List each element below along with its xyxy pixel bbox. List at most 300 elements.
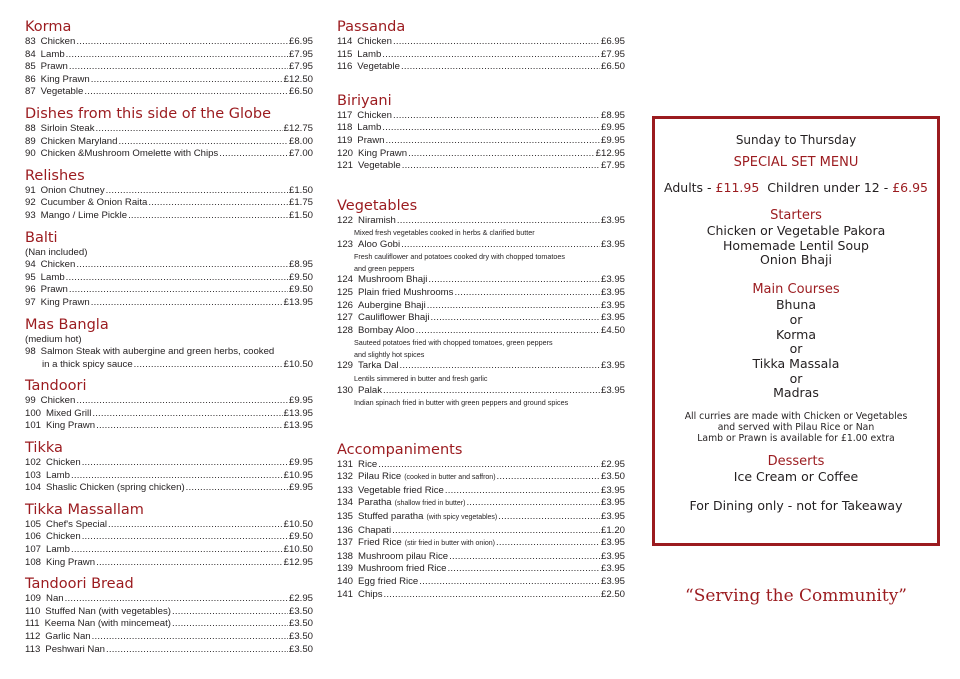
item-name: Nan bbox=[46, 593, 64, 605]
menu-item bbox=[25, 618, 313, 631]
item-name: Chicken bbox=[40, 36, 76, 47]
item-price: £7.95 bbox=[288, 61, 313, 73]
item-number: 84 bbox=[25, 48, 36, 60]
tagline: “Serving the Community” bbox=[685, 586, 907, 606]
item-price: £3.95 bbox=[600, 214, 625, 226]
menu-section bbox=[25, 229, 313, 310]
menu-item bbox=[25, 197, 313, 210]
menu-item bbox=[337, 511, 625, 525]
item-name: Fried Rice bbox=[358, 537, 402, 549]
leader-dots bbox=[128, 210, 288, 223]
item-number: 127 bbox=[337, 312, 354, 324]
item-price: £8.00 bbox=[288, 135, 313, 147]
item-number: 99 bbox=[25, 395, 36, 407]
item-name: Lamb bbox=[357, 122, 382, 134]
menu-section bbox=[25, 316, 313, 372]
item-name: Sirloin Steak bbox=[40, 122, 95, 134]
menu-section bbox=[337, 92, 625, 173]
leader-dots bbox=[384, 589, 600, 602]
item-name: Vegetable bbox=[357, 61, 400, 73]
leader-dots bbox=[498, 511, 600, 524]
item-name: Chef's Special bbox=[46, 518, 108, 530]
section-title: Accompaniments bbox=[337, 441, 463, 458]
item-detail: (shallow fried in butter) bbox=[394, 500, 466, 508]
item-price: £3.95 bbox=[600, 299, 625, 311]
special-set-menu-box bbox=[652, 116, 940, 546]
item-name: Mango / Lime Pickle bbox=[40, 209, 128, 221]
leader-dots bbox=[96, 557, 283, 570]
item-name: in a thick spicy sauce bbox=[42, 358, 133, 370]
item-number: 134 bbox=[337, 497, 354, 509]
item-number: 109 bbox=[25, 593, 42, 605]
item-price: £3.50 bbox=[288, 631, 313, 642]
section-title: Tandoori bbox=[25, 378, 87, 395]
leader-dots bbox=[402, 160, 600, 173]
item-name: Chicken bbox=[40, 259, 76, 271]
adults-price: £11.95 bbox=[715, 180, 760, 195]
item-number: 87 bbox=[25, 86, 36, 98]
item-price: £3.95 bbox=[600, 510, 625, 522]
item-number: 139 bbox=[337, 563, 354, 575]
menu-item bbox=[25, 593, 313, 606]
item-number: 91 bbox=[25, 184, 36, 196]
item-name: King Prawn bbox=[40, 73, 90, 85]
menu-section bbox=[25, 18, 313, 99]
item-number: 118 bbox=[337, 122, 353, 134]
leader-dots bbox=[430, 312, 600, 325]
desserts-heading: Desserts bbox=[767, 454, 825, 470]
item-number: 123 bbox=[337, 238, 354, 250]
item-price: £2.95 bbox=[288, 593, 313, 605]
menu-item bbox=[337, 471, 625, 485]
menu-item bbox=[25, 210, 313, 223]
menu-section bbox=[25, 105, 313, 161]
leader-dots bbox=[382, 49, 600, 62]
main-course-item: Bhuna bbox=[775, 297, 816, 313]
item-number: 95 bbox=[25, 271, 36, 283]
leader-dots bbox=[106, 185, 288, 198]
item-price: £6.50 bbox=[600, 61, 625, 73]
item-name: Niramish bbox=[358, 214, 396, 226]
menu-column-left bbox=[25, 18, 313, 656]
item-number: 108 bbox=[25, 556, 42, 568]
item-name: King Prawn bbox=[46, 556, 96, 568]
item-number: 119 bbox=[337, 134, 353, 146]
item-name: Chapati bbox=[358, 524, 392, 536]
leader-dots bbox=[91, 297, 283, 310]
item-name: Chicken bbox=[40, 395, 76, 407]
item-price: £3.50 bbox=[288, 618, 313, 630]
item-name: King Prawn bbox=[46, 420, 96, 432]
menu-item bbox=[25, 420, 313, 433]
item-description: Sauteed potatoes fried with chopped tomatoes, green peppers bbox=[354, 338, 553, 348]
item-number: 125 bbox=[337, 287, 354, 299]
menu-item bbox=[337, 36, 625, 49]
menu-item bbox=[337, 537, 625, 551]
item-name: Mushroom fried Rice bbox=[358, 563, 447, 575]
menu-item bbox=[25, 531, 313, 544]
item-name: Cucumber & Onion Raita bbox=[40, 197, 148, 209]
starter-item: Onion Bhaji bbox=[760, 252, 832, 268]
leader-dots bbox=[66, 272, 288, 285]
item-number: 135 bbox=[337, 510, 354, 522]
item-name: Aloo Gobi bbox=[358, 238, 401, 250]
item-price: £8.95 bbox=[288, 259, 313, 271]
item-price: £3.50 bbox=[288, 605, 313, 617]
item-name: Paratha bbox=[358, 497, 392, 509]
item-number: 116 bbox=[337, 61, 353, 73]
menu-item bbox=[337, 497, 625, 511]
item-price: £7.95 bbox=[288, 48, 313, 60]
item-price: £13.95 bbox=[283, 407, 313, 419]
menu-item bbox=[25, 49, 313, 62]
item-name: Pilau Rice bbox=[358, 471, 402, 483]
item-price: £1.20 bbox=[600, 524, 625, 536]
set-menu-prices bbox=[655, 180, 937, 196]
main-course-item: Korma bbox=[776, 326, 816, 342]
menu-item bbox=[25, 557, 313, 570]
section-title: Relishes bbox=[25, 167, 85, 184]
item-name: Palak bbox=[358, 384, 383, 396]
menu-item bbox=[337, 459, 625, 472]
leader-dots bbox=[65, 593, 288, 606]
menu-item bbox=[25, 148, 313, 161]
menu-item bbox=[25, 470, 313, 483]
leader-dots bbox=[393, 36, 600, 49]
item-price: £3.95 bbox=[600, 287, 625, 299]
item-name: Plain fried Mushrooms bbox=[358, 287, 454, 299]
leader-dots bbox=[96, 123, 283, 136]
item-name: Mushroom pilau Rice bbox=[358, 550, 449, 562]
item-price: £2.50 bbox=[600, 588, 625, 600]
item-name: Cauliflower Bhaji bbox=[358, 312, 430, 324]
menu-item bbox=[337, 312, 625, 325]
menu-section bbox=[25, 439, 313, 495]
item-number: 98 bbox=[25, 346, 36, 358]
main-courses-heading: Main Courses bbox=[752, 282, 840, 298]
item-name: Chicken bbox=[46, 457, 81, 469]
item-number: 96 bbox=[25, 284, 36, 296]
item-number: 102 bbox=[25, 457, 42, 469]
item-name: Vegetable bbox=[40, 86, 84, 98]
item-number: 89 bbox=[25, 135, 36, 147]
menu-item bbox=[25, 259, 313, 272]
leader-dots bbox=[497, 471, 600, 484]
menu-item bbox=[337, 160, 625, 173]
item-name: Shaslic Chicken (spring chicken) bbox=[46, 482, 185, 494]
item-price: £3.95 bbox=[600, 384, 625, 396]
leader-dots bbox=[148, 197, 288, 210]
item-price: £4.50 bbox=[600, 324, 625, 336]
leader-dots bbox=[69, 284, 288, 297]
item-description: Mixed fresh vegetables cooked in herbs & clarified butter bbox=[354, 228, 535, 238]
section-title: Dishes from this side of the Globe bbox=[25, 105, 272, 122]
leader-dots bbox=[76, 259, 288, 272]
item-name: King Prawn bbox=[40, 296, 90, 308]
item-number: 141 bbox=[337, 588, 354, 600]
starter-item: Homemade Lentil Soup bbox=[723, 237, 869, 253]
item-name: Lamb bbox=[40, 271, 65, 283]
item-number: 113 bbox=[25, 643, 41, 655]
item-name: Chicken bbox=[357, 36, 392, 47]
leader-dots bbox=[393, 110, 600, 123]
item-name: Lamb bbox=[357, 48, 382, 60]
main-course-item: or bbox=[789, 370, 803, 386]
item-number: 105 bbox=[25, 518, 42, 530]
menu-section bbox=[337, 197, 625, 409]
item-detail: (with spicy vegetables) bbox=[426, 513, 498, 521]
item-name: Prawn bbox=[40, 284, 68, 296]
item-number: 131 bbox=[337, 458, 354, 470]
item-description: Indian spinach fried in butter with green peppers and ground spices bbox=[354, 398, 569, 408]
item-name: Chips bbox=[358, 588, 383, 600]
leader-dots bbox=[71, 544, 283, 557]
item-price: £3.95 bbox=[600, 274, 625, 286]
item-price: £9.95 bbox=[288, 482, 313, 494]
item-description: Fresh cauliflower and potatoes cooked dry with chopped tomatoes bbox=[354, 252, 565, 262]
set-menu-title: SPECIAL SET MENU bbox=[733, 155, 859, 170]
item-number: 88 bbox=[25, 122, 36, 134]
item-price: £8.95 bbox=[600, 109, 625, 121]
section-title: Passanda bbox=[337, 19, 406, 35]
leader-dots bbox=[92, 631, 288, 644]
item-number: 124 bbox=[337, 274, 354, 286]
item-name: Aubergine Bhaji bbox=[358, 299, 426, 311]
item-price: £3.95 bbox=[600, 360, 625, 372]
main-course-item: or bbox=[789, 341, 803, 357]
item-name: Mixed Grill bbox=[46, 407, 92, 419]
item-number: 126 bbox=[337, 299, 354, 311]
item-name: Chicken Maryland bbox=[40, 135, 118, 147]
item-number: 121 bbox=[337, 160, 354, 172]
item-price: £3.95 bbox=[600, 537, 625, 549]
menu-section bbox=[337, 441, 625, 602]
desserts-item: Ice Cream or Coffee bbox=[733, 469, 859, 485]
item-price: £3.95 bbox=[600, 497, 625, 509]
item-name: Mushroom Bhaji bbox=[358, 274, 428, 286]
item-price: £10.95 bbox=[283, 469, 313, 481]
item-price: £7.95 bbox=[600, 48, 625, 60]
adults-label: Adults - bbox=[664, 180, 716, 195]
item-number: 129 bbox=[337, 360, 354, 372]
item-price: £3.95 bbox=[600, 563, 625, 575]
menu-item bbox=[337, 563, 625, 576]
leader-dots bbox=[69, 61, 288, 74]
dining-note: For Dining only - not for Takeaway bbox=[689, 497, 903, 513]
leader-dots bbox=[400, 360, 600, 373]
menu-item bbox=[337, 576, 625, 589]
item-name: Lamb bbox=[46, 469, 71, 481]
menu-section bbox=[25, 501, 313, 569]
item-price: £3.95 bbox=[600, 575, 625, 587]
leader-dots bbox=[466, 497, 600, 510]
main-course-item: or bbox=[789, 311, 803, 327]
menu-item bbox=[25, 284, 313, 297]
item-detail: (cooked in butter and saffron) bbox=[404, 474, 496, 482]
item-price: £3.95 bbox=[600, 238, 625, 250]
item-price: £12.95 bbox=[283, 556, 313, 568]
item-number: 92 bbox=[25, 197, 36, 209]
item-name: Tarka Dal bbox=[358, 360, 399, 372]
item-name: Lamb bbox=[46, 544, 71, 556]
leader-dots bbox=[383, 385, 600, 398]
menu-item bbox=[337, 385, 625, 398]
item-price: £9.50 bbox=[288, 271, 313, 283]
menu-item bbox=[25, 36, 313, 49]
item-number: 140 bbox=[337, 575, 354, 587]
item-price: £9.50 bbox=[288, 284, 313, 296]
menu-item bbox=[337, 525, 625, 538]
item-name: Rice bbox=[358, 458, 378, 470]
item-price: £13.95 bbox=[283, 420, 313, 432]
leader-dots bbox=[382, 122, 600, 135]
item-name: Keema Nan (with mincemeat) bbox=[44, 618, 171, 630]
item-name: Prawn bbox=[40, 61, 68, 73]
menu-item bbox=[25, 346, 313, 359]
section-title: Tikka Massallam bbox=[25, 501, 144, 518]
item-number: 132 bbox=[337, 471, 354, 483]
item-number: 106 bbox=[25, 531, 42, 543]
item-price: £6.95 bbox=[288, 36, 313, 47]
leader-dots bbox=[84, 86, 288, 99]
item-number: 130 bbox=[337, 384, 354, 396]
main-course-item: Madras bbox=[773, 385, 819, 401]
menu-item bbox=[25, 61, 313, 74]
menu-item bbox=[337, 360, 625, 373]
item-number: 101 bbox=[25, 420, 42, 432]
item-description: and slightly hot spices bbox=[354, 349, 425, 359]
item-name: Chicken bbox=[46, 531, 81, 543]
leader-dots bbox=[449, 551, 600, 564]
item-number: 90 bbox=[25, 148, 36, 160]
menu-item bbox=[337, 215, 625, 228]
item-name: Salmon Steak with aubergine and green herbs, cooked bbox=[40, 346, 275, 358]
item-number: 103 bbox=[25, 469, 42, 481]
item-price: £9.95 bbox=[600, 134, 625, 146]
menu-item bbox=[337, 61, 625, 74]
item-number: 128 bbox=[337, 324, 354, 336]
item-name: Egg fried Rice bbox=[358, 575, 419, 587]
item-description: Lentils simmered in butter and fresh garlic bbox=[354, 374, 488, 383]
leader-dots bbox=[71, 470, 283, 483]
item-price: £10.50 bbox=[283, 544, 313, 556]
item-price: £6.50 bbox=[288, 86, 313, 98]
item-price: £9.95 bbox=[288, 395, 313, 407]
item-name: King Prawn bbox=[358, 147, 408, 159]
leader-dots bbox=[76, 395, 288, 408]
leader-dots bbox=[427, 300, 600, 313]
item-price: £12.75 bbox=[283, 122, 313, 134]
leader-dots bbox=[454, 287, 600, 300]
leader-dots bbox=[219, 148, 288, 161]
item-price: £3.95 bbox=[600, 550, 625, 562]
leader-dots bbox=[392, 525, 600, 538]
item-name: Chicken &Mushroom Omelette with Chips bbox=[40, 148, 219, 160]
leader-dots bbox=[108, 519, 283, 532]
menu-item bbox=[25, 272, 313, 285]
item-number: 85 bbox=[25, 61, 36, 73]
item-name: Vegetable bbox=[358, 160, 401, 172]
menu-item bbox=[337, 122, 625, 135]
item-price: £2.95 bbox=[600, 458, 625, 470]
item-number: 120 bbox=[337, 147, 354, 159]
item-name: Onion Chutney bbox=[40, 184, 105, 196]
leader-dots bbox=[408, 148, 595, 161]
section-title: Tandoori Bread bbox=[25, 576, 134, 593]
item-price: £10.50 bbox=[283, 358, 313, 370]
menu-item bbox=[25, 644, 313, 657]
leader-dots bbox=[82, 531, 288, 544]
menu-item bbox=[337, 239, 625, 252]
item-name: Vegetable fried Rice bbox=[358, 484, 444, 496]
menu-item bbox=[25, 482, 313, 495]
item-name: Chicken bbox=[357, 109, 392, 121]
menu-item bbox=[337, 110, 625, 123]
section-title: Tikka bbox=[25, 440, 63, 457]
item-price: £1.50 bbox=[288, 184, 313, 196]
item-price: £3.95 bbox=[600, 312, 625, 324]
starters-list bbox=[655, 224, 937, 268]
leader-dots bbox=[118, 136, 288, 149]
item-number: 115 bbox=[337, 48, 353, 60]
leader-dots bbox=[445, 485, 600, 498]
leader-dots bbox=[172, 606, 288, 619]
menu-section bbox=[25, 575, 313, 656]
menu-item bbox=[25, 86, 313, 99]
main-courses-list bbox=[655, 298, 937, 401]
item-price: £1.75 bbox=[288, 197, 313, 209]
item-price: £9.95 bbox=[288, 457, 313, 469]
section-note: (Nan included) bbox=[25, 246, 88, 258]
leader-dots bbox=[401, 239, 600, 252]
item-number: 114 bbox=[337, 36, 353, 47]
note-line: All curries are made with Chicken or Vegetables bbox=[684, 411, 908, 423]
item-name: Stuffed paratha bbox=[358, 510, 424, 522]
section-note: (medium hot) bbox=[25, 333, 82, 345]
menu-item bbox=[337, 325, 625, 338]
item-price: £1.50 bbox=[288, 209, 313, 221]
menu-item bbox=[25, 359, 313, 372]
leader-dots bbox=[448, 563, 600, 576]
note-line: Lamb or Prawn is available for £1.00 extra bbox=[697, 433, 895, 445]
item-name: Peshwari Nan bbox=[45, 643, 106, 655]
leader-dots bbox=[82, 457, 288, 470]
item-number: 94 bbox=[25, 259, 36, 271]
item-price: £12.95 bbox=[595, 147, 625, 159]
section-title: Biriyani bbox=[337, 92, 392, 109]
item-price: £7.95 bbox=[600, 160, 625, 172]
set-menu-days: Sunday to Thursday bbox=[735, 133, 857, 147]
menu-section bbox=[25, 377, 313, 433]
menu-item bbox=[25, 123, 313, 136]
leader-dots bbox=[96, 420, 283, 433]
item-name: Prawn bbox=[357, 134, 385, 146]
menu-item bbox=[25, 544, 313, 557]
menu-item bbox=[337, 274, 625, 287]
section-title: Balti bbox=[25, 229, 58, 246]
menu-item bbox=[25, 185, 313, 198]
leader-dots bbox=[172, 618, 288, 631]
item-number: 110 bbox=[25, 605, 41, 617]
section-title: Vegetables bbox=[337, 197, 418, 214]
leader-dots bbox=[106, 644, 288, 657]
item-number: 137 bbox=[337, 537, 354, 549]
menu-item bbox=[25, 457, 313, 470]
item-number: 104 bbox=[25, 482, 42, 494]
leader-dots bbox=[92, 408, 282, 421]
leader-dots bbox=[91, 74, 283, 87]
item-price: £12.50 bbox=[283, 73, 313, 85]
